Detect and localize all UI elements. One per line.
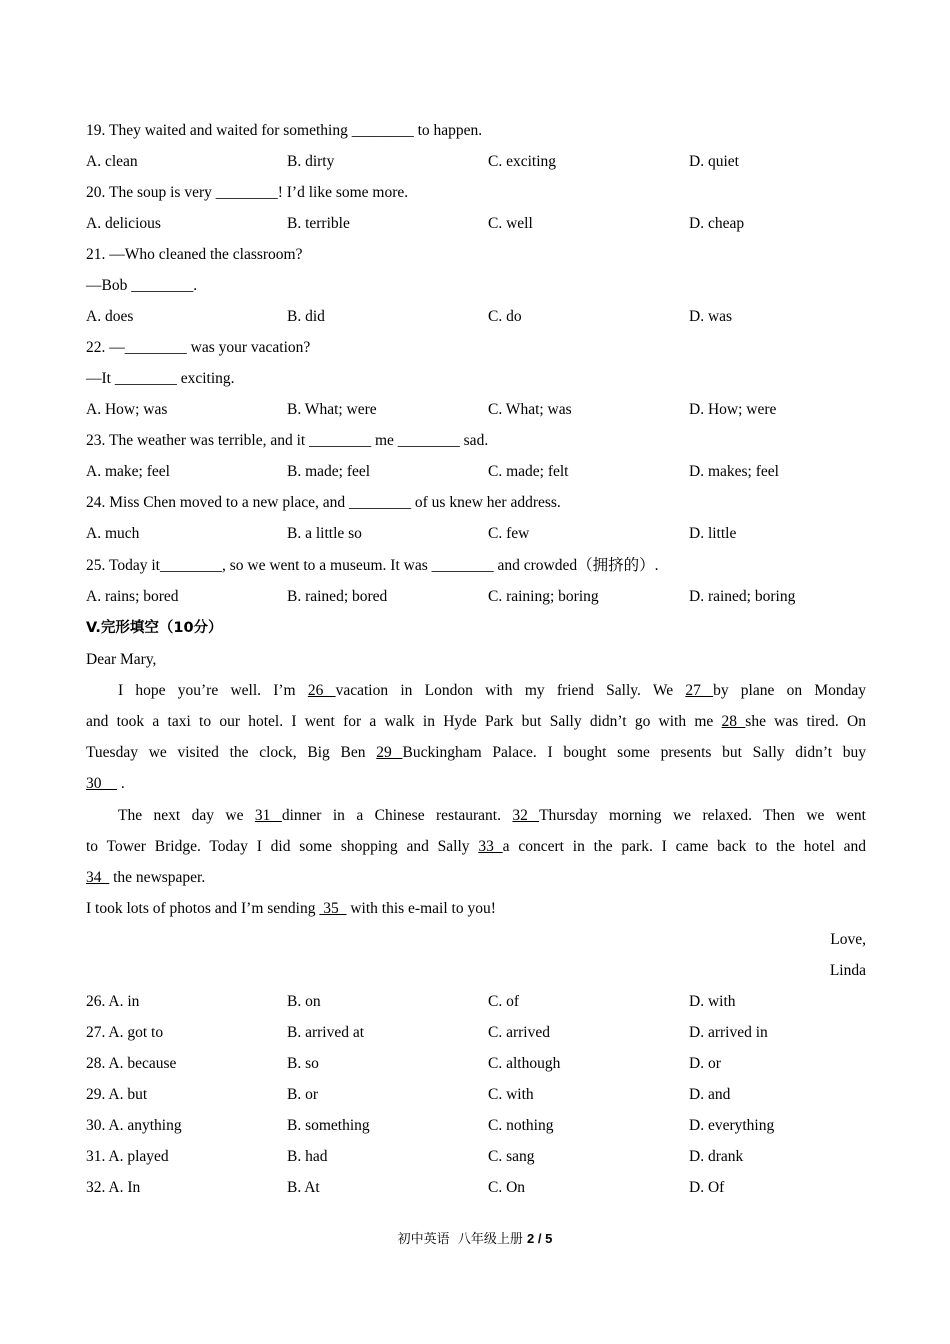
option-c: C. do [488,308,522,325]
option-b: B. so [287,1055,319,1072]
blank-26: 26 [307,682,336,699]
passage-line: I hope you’re well. I’m 26 vacation in London with my friend Sally. We 27 by plane on Monday [118,682,867,699]
question-23-options [86,461,866,483]
option-b: B. a little so [287,525,362,542]
option-c: C. nothing [488,1117,554,1134]
option-a: 27. A. got to [86,1024,164,1041]
option-d: D. rained; boring [689,588,796,605]
option-d: D. with [689,993,736,1010]
option-a: A. rains; bored [86,588,179,605]
option-c: C. arrived [488,1024,550,1041]
cloze-question-28 [86,1053,866,1075]
option-a: 28. A. because [86,1055,177,1072]
option-a: A. How; was [86,401,168,418]
blank-33: 33 [478,838,503,855]
option-b: B. arrived at [287,1024,365,1041]
question-22-stem: 22. —________ was your vacation? [86,339,311,356]
option-a: A. clean [86,153,138,170]
option-b: B. rained; bored [287,588,388,605]
option-a: 32. A. In [86,1179,141,1196]
footer-label: 初中英语 八年级上册 [397,1232,528,1247]
option-b: B. had [287,1148,328,1165]
passage-line: The next day we 31 dinner in a Chinese restaurant. 32 Thursday morning we relaxed. Then we went [118,807,866,824]
option-d: D. makes; feel [689,463,779,480]
cloze-question-31 [86,1146,866,1168]
option-d: D. everything [689,1117,775,1134]
option-c: C. sang [488,1148,535,1165]
option-d: D. was [689,308,733,325]
option-b: B. made; feel [287,463,371,480]
passage-line: Tuesday we visited the clock, Big Ben 29 Buckingham Palace. I bought some presents but Sally didn’t buy [86,744,867,761]
option-d: D. drank [689,1148,744,1165]
cloze-question-29 [86,1084,866,1106]
blank-28: 28 [721,713,746,730]
option-d: D. and [689,1086,731,1103]
question-25-stem: 25. Today it________, so we went to a museum. It was ________ and crowded（拥挤的）. [86,557,659,574]
passage-line: 34 the newspaper. [86,869,206,886]
option-d: D. Of [689,1179,725,1196]
question-19-options [86,151,866,173]
option-d: D. arrived in [689,1024,768,1041]
option-c: C. raining; boring [488,588,599,605]
passage-line: I took lots of photos and I’m sending 35 with this e-mail to you! [86,900,496,917]
option-a: A. much [86,525,140,542]
option-a: 30. A. anything [86,1117,182,1134]
option-a: A. make; feel [86,463,170,480]
option-c: C. of [488,993,519,1010]
option-c: C. well [488,215,533,232]
option-d: D. or [689,1055,721,1072]
option-c: C. few [488,525,530,542]
blank-31: 31 [254,807,282,824]
blank-29: 29 [376,744,403,761]
option-d: D. cheap [689,215,745,232]
option-a: A. delicious [86,215,161,232]
cloze-question-27 [86,1022,866,1044]
option-c: C. made; felt [488,463,569,480]
option-b: B. At [287,1179,320,1196]
passage-line: 30 . [86,775,125,792]
blank-32: 32 [512,807,540,824]
option-b: B. terrible [287,215,350,232]
question-21-options [86,306,866,328]
question-25-options [86,586,866,608]
option-c: C. although [488,1055,561,1072]
option-a: 26. A. in [86,993,140,1010]
question-19-stem: 19. They waited and waited for something ________ to happen. [86,122,483,139]
question-24-options [86,523,866,545]
letter-closing: Love, [830,931,866,948]
option-b: B. or [287,1086,318,1103]
option-b: B. What; were [287,401,377,418]
question-20-stem: 20. The soup is very ________! I’d like some more. [86,184,409,201]
option-d: D. quiet [689,153,739,170]
blank-34: 34 [86,869,110,886]
cloze-question-26 [86,991,866,1013]
question-22-options [86,399,866,421]
letter-signature: Linda [829,962,866,979]
question-23-stem: 23. The weather was terrible, and it ________ me ________ sad. [86,432,489,449]
blank-27: 27 [685,682,714,699]
section-title: V.完形填空（10分） [86,620,223,636]
cloze-question-30 [86,1115,866,1137]
option-d: D. How; were [689,401,777,418]
blank-35: 35 [319,900,347,917]
option-b: B. dirty [287,153,335,170]
option-c: C. On [488,1179,526,1196]
option-b: B. something [287,1117,370,1134]
option-d: D. little [689,525,737,542]
passage-line: and took a taxi to our hotel. I went for a walk in Hyde Park but Sally didn’t go with me 28 she was tired. On [86,713,866,730]
option-a: 29. A. but [86,1086,148,1103]
option-b: B. on [287,993,321,1010]
page-number: 2 / 5 [527,1231,553,1246]
option-b: B. did [287,308,325,325]
question-21-stem: 21. —Who cleaned the classroom? [86,246,303,263]
option-a: 31. A. played [86,1148,169,1165]
question-22-stem-reply: —It ________ exciting. [86,370,235,387]
cloze-question-32 [86,1177,866,1199]
option-c: C. What; was [488,401,572,418]
question-24-stem: 24. Miss Chen moved to a new place, and ________ of us knew her address. [86,494,561,511]
option-a: A. does [86,308,134,325]
question-21-stem-reply: —Bob ________. [86,277,198,294]
option-c: C. exciting [488,153,557,170]
option-c: C. with [488,1086,534,1103]
question-20-options [86,213,866,235]
passage-line: to Tower Bridge. Today I did some shopping and Sally 33 a concert in the park. I came back to the hotel and [86,838,866,855]
blank-30: 30 [86,775,117,792]
page-footer [0,1228,950,1247]
letter-greeting: Dear Mary, [86,651,157,668]
